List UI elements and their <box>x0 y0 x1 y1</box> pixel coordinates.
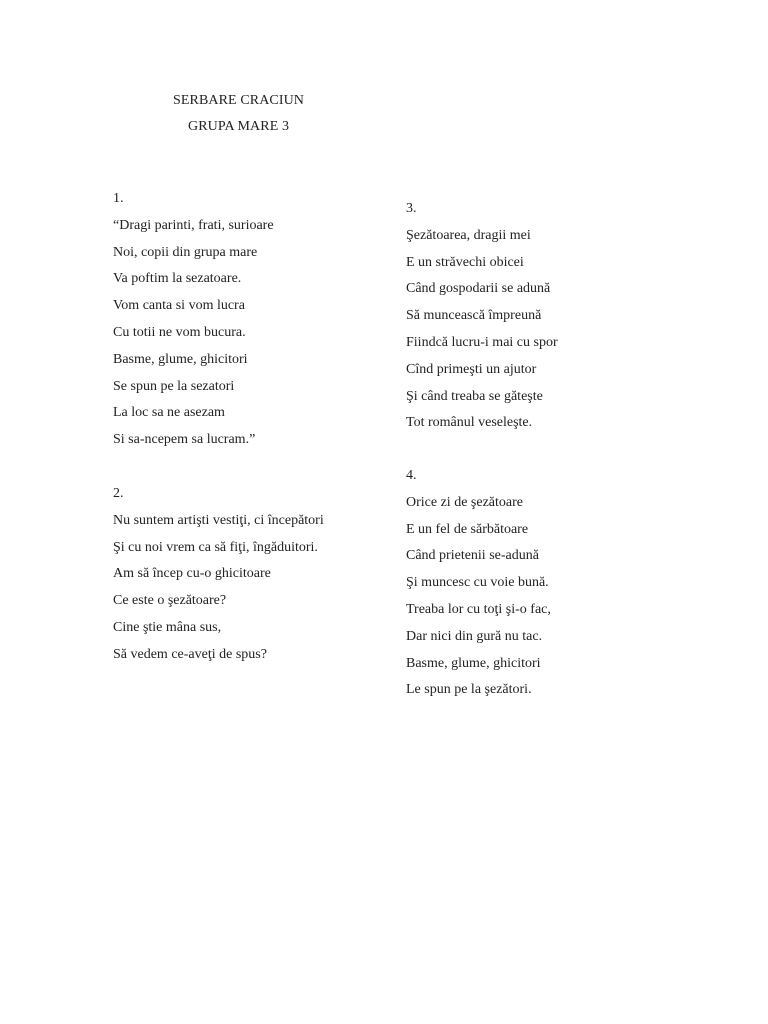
stanza-number: 1. <box>113 191 124 206</box>
document-subtitle: GRUPA MARE 3 <box>188 119 290 134</box>
verse-line: Ce este o şezătoare? <box>113 593 227 609</box>
verse-line: Fiindcă lucru-i mai cu spor <box>406 334 558 350</box>
verse-line: Am să încep cu-o ghicitoare <box>113 566 271 582</box>
verse-line: Şezătoarea, dragii mei <box>406 227 531 243</box>
verse-line: Orice zi de şezătoare <box>406 494 523 510</box>
verse-line: Vom canta si vom lucra <box>113 298 245 314</box>
verse-line: Când gospodarii se adună <box>406 281 551 297</box>
verse-line: La loc sa ne asezam <box>113 405 225 421</box>
verse-line: Nu suntem artişti vestiţi, ci începători <box>113 512 324 528</box>
verse-line: Le spun pe la şezători. <box>406 682 532 698</box>
verse-line: Se spun pe la sezatori <box>113 378 235 394</box>
stanza-3 <box>406 196 558 437</box>
verse-line: E un fel de sărbătoare <box>406 521 529 537</box>
verse-line: Tot românul veseleşte. <box>406 415 533 431</box>
verse-line: Noi, copii din grupa mare <box>113 244 258 260</box>
stanza-number: 3. <box>406 201 417 216</box>
verse-line: Basme, glume, ghicitori <box>113 351 248 367</box>
verse-line: Si sa-ncepem sa lucram.” <box>113 432 256 448</box>
verse-line: Şi când treaba se găteşte <box>406 388 543 404</box>
stanza-1 <box>113 186 274 454</box>
verse-line: Basme, glume, ghicitori <box>406 655 541 671</box>
stanza-4 <box>406 463 551 704</box>
stanza-number: 4. <box>406 468 417 483</box>
verse-line: Şi cu noi vrem ca să fiţi, îngăduitori. <box>113 539 318 555</box>
verse-line: Treaba lor cu toţi şi-o fac, <box>406 601 551 617</box>
verse-line: Şi muncesc cu voie bună. <box>406 575 549 591</box>
verse-line: Cu totii ne vom bucura. <box>113 324 246 340</box>
verse-line: Când prietenii se-adună <box>406 548 539 564</box>
verse-line: Cine ştie mâna sus, <box>113 619 222 635</box>
stanza-number: 2. <box>113 486 124 501</box>
document-title: SERBARE CRACIUN <box>173 93 305 108</box>
verse-line: Să vedem ce-aveţi de spus? <box>113 646 267 662</box>
verse-line: E un străvechi obicei <box>406 254 524 270</box>
verse-line: Cînd primeşti un ajutor <box>406 361 537 377</box>
verse-line: Să muncească împreună <box>406 308 542 324</box>
stanza-2 <box>113 481 324 669</box>
verse-line: “Dragi parinti, frati, surioare <box>113 217 274 233</box>
verse-line: Dar nici din gură nu tac. <box>406 628 543 644</box>
verse-line: Va poftim la sezatoare. <box>113 271 242 287</box>
